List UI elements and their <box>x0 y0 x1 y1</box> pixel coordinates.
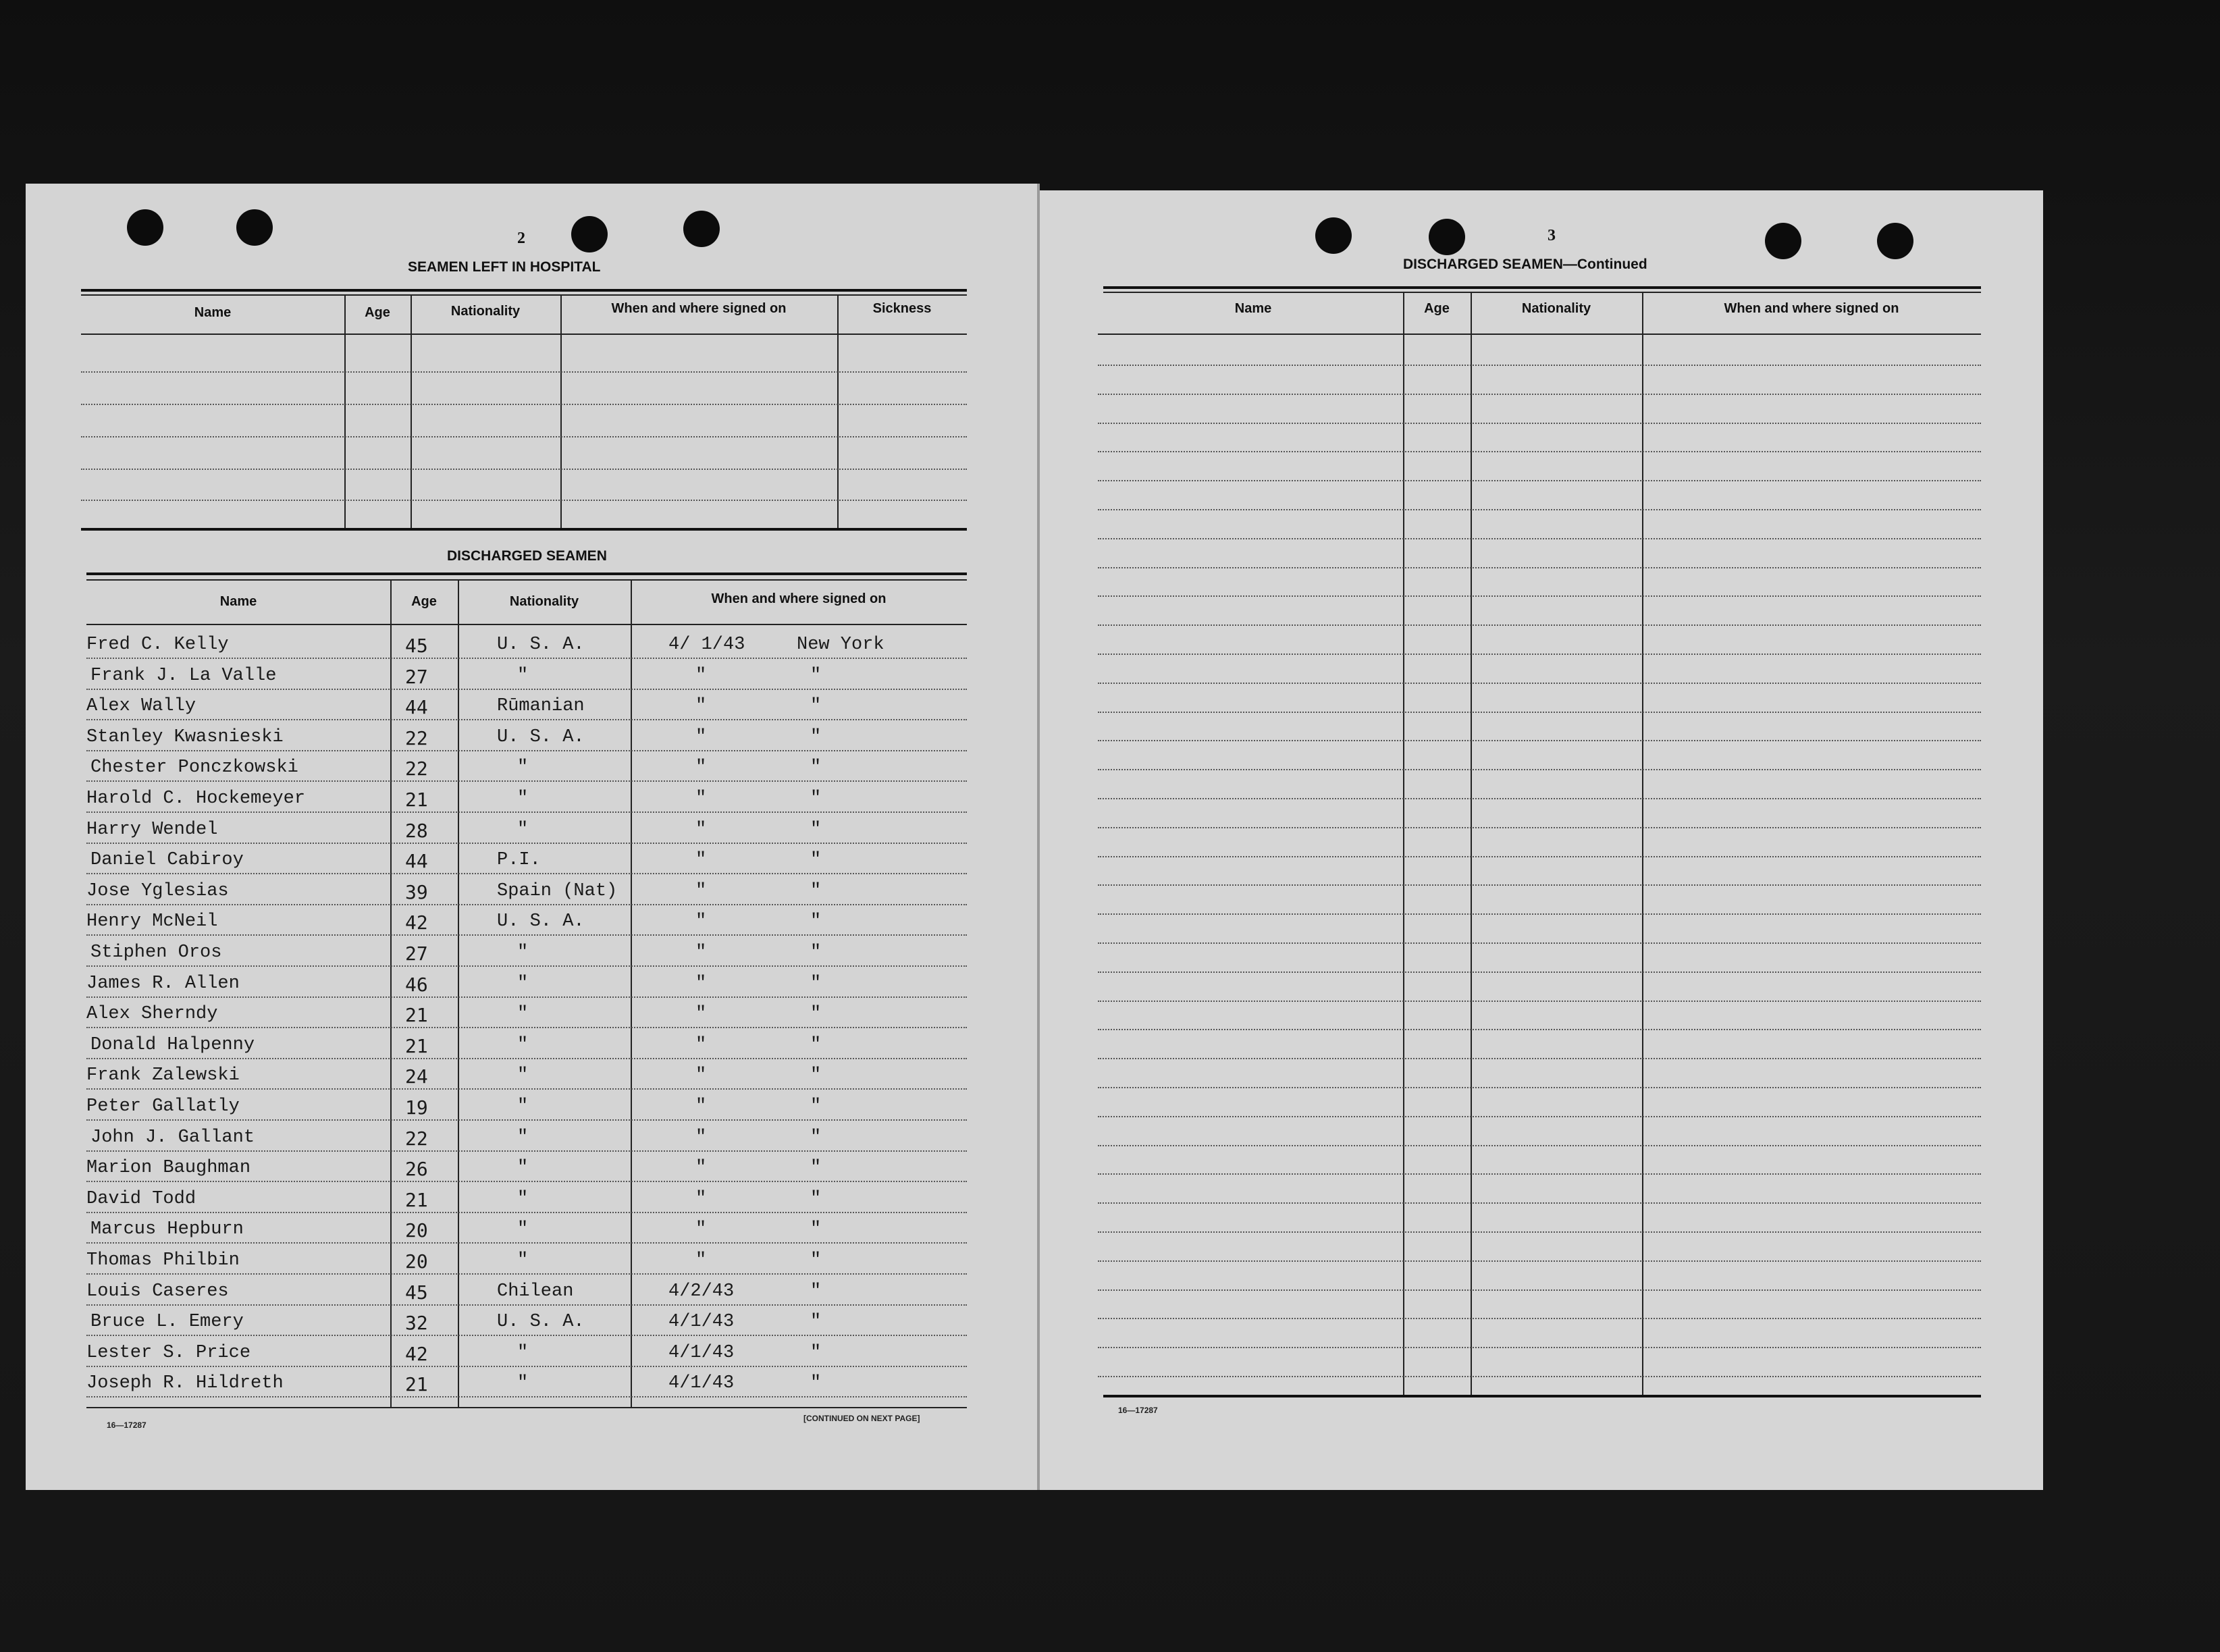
row-line <box>1098 1001 1981 1002</box>
hospital-header-name: Name <box>194 305 232 320</box>
seaman-name: Henry McNeil <box>86 911 218 932</box>
seaman-nationality: U. S. A. <box>497 911 585 932</box>
signed-on-place: " <box>810 942 822 963</box>
continued-header-name: Name <box>1234 301 1272 316</box>
row-line <box>86 1396 967 1397</box>
punch-hole <box>1877 223 1913 259</box>
seaman-age: 21 <box>405 789 428 811</box>
signed-on-date: " <box>695 1250 707 1271</box>
signed-on-place: " <box>810 820 822 840</box>
table-rule <box>81 528 967 531</box>
row-line <box>86 996 967 998</box>
seaman-age: 27 <box>405 942 428 965</box>
signed-on-date: " <box>695 1065 707 1086</box>
hospital-header-signed-on: When and where signed on <box>611 301 787 316</box>
row-line <box>1098 1029 1981 1030</box>
seaman-nationality: " <box>517 1065 529 1086</box>
row-line <box>86 1058 967 1059</box>
row-line <box>81 371 967 373</box>
column-divider <box>390 579 392 1408</box>
row-line <box>86 1027 967 1028</box>
row-line <box>1098 394 1981 395</box>
signed-on-place: " <box>810 727 822 747</box>
seaman-age: 21 <box>405 1189 428 1211</box>
seaman-age: 39 <box>405 881 428 903</box>
row-line <box>86 750 967 751</box>
punch-hole <box>571 216 608 252</box>
seaman-age: 44 <box>405 850 428 872</box>
signed-on-place: " <box>810 1035 822 1055</box>
row-line <box>1098 595 1981 597</box>
row-line <box>1098 538 1981 539</box>
row-line <box>86 965 967 967</box>
seaman-name: Stiphen Oros <box>90 942 222 963</box>
seaman-name: James R. Allen <box>86 974 240 994</box>
seaman-name: Fred C. Kelly <box>86 635 229 655</box>
row-line <box>1098 1347 1981 1348</box>
form-number: 16—17287 <box>1118 1406 1158 1415</box>
punch-hole <box>683 211 720 247</box>
seaman-name: Joseph R. Hildreth <box>86 1373 284 1393</box>
signed-on-place: " <box>810 696 822 716</box>
signed-on-place: " <box>810 1096 822 1117</box>
row-line <box>1098 509 1981 510</box>
seaman-nationality: " <box>517 1158 529 1178</box>
signed-on-date: " <box>695 1004 707 1024</box>
signed-on-date: " <box>695 881 707 901</box>
seaman-age: 32 <box>405 1312 428 1334</box>
table-rule <box>1103 1395 1981 1397</box>
row-line <box>1098 683 1981 684</box>
seaman-name: John J. Gallant <box>90 1127 255 1148</box>
seaman-name: Jose Yglesias <box>86 881 229 901</box>
row-line <box>86 904 967 905</box>
discharged-section-title: DISCHARGED SEAMEN <box>447 548 607 564</box>
signed-on-date: " <box>695 850 707 870</box>
signed-on-place: " <box>810 1250 822 1271</box>
seaman-name: Frank Zalewski <box>86 1065 240 1086</box>
row-line <box>86 1335 967 1336</box>
row-line <box>81 404 967 405</box>
row-line <box>86 780 967 782</box>
signed-on-date: " <box>695 1158 707 1178</box>
seaman-age: 24 <box>405 1065 428 1088</box>
seaman-age: 21 <box>405 1035 428 1057</box>
row-line <box>1098 451 1981 452</box>
table-rule <box>86 572 967 575</box>
seaman-age: 22 <box>405 757 428 780</box>
seaman-nationality: " <box>517 789 529 809</box>
row-line <box>86 811 967 813</box>
seaman-nationality: " <box>517 1004 529 1024</box>
column-divider <box>560 294 562 528</box>
signed-on-date: 4/2/43 <box>668 1281 735 1302</box>
signed-on-place: " <box>810 850 822 870</box>
row-line <box>1098 423 1981 424</box>
discharged-header-nationality: Nationality <box>509 594 579 609</box>
row-line <box>1098 1318 1981 1319</box>
row-line <box>86 1366 967 1367</box>
row-line <box>86 689 967 690</box>
signed-on-date: " <box>695 974 707 994</box>
signed-on-date: " <box>695 1127 707 1148</box>
signed-on-date: " <box>695 1189 707 1209</box>
signed-on-place: " <box>810 974 822 994</box>
signed-on-date: " <box>695 911 707 932</box>
table-rule <box>81 294 967 296</box>
seaman-nationality: " <box>517 1127 529 1148</box>
table-rule <box>86 1407 967 1408</box>
signed-on-date: " <box>695 820 707 840</box>
punch-hole <box>1765 223 1801 259</box>
seaman-nationality: " <box>517 1373 529 1393</box>
row-line <box>1098 480 1981 481</box>
row-line <box>1098 654 1981 655</box>
seaman-age: 45 <box>405 1281 428 1304</box>
seaman-nationality: " <box>517 942 529 963</box>
row-line <box>86 658 967 659</box>
column-divider <box>1471 292 1472 1396</box>
signed-on-date: " <box>695 1219 707 1240</box>
row-line <box>1098 856 1981 857</box>
seaman-nationality: " <box>517 666 529 686</box>
seaman-name: Bruce L. Emery <box>90 1312 244 1332</box>
row-line <box>1098 1202 1981 1204</box>
seaman-name: Daniel Cabiroy <box>90 850 244 870</box>
signed-on-date: " <box>695 1035 707 1055</box>
row-line <box>1098 712 1981 713</box>
hospital-section-title: SEAMEN LEFT IN HOSPITAL <box>408 259 601 275</box>
hospital-header-sickness: Sickness <box>872 301 932 316</box>
row-line <box>86 873 967 874</box>
row-line <box>1098 798 1981 799</box>
seaman-nationality: " <box>517 1096 529 1117</box>
row-line <box>86 1304 967 1306</box>
continued-header-nationality: Nationality <box>1521 301 1591 316</box>
row-line <box>86 843 967 844</box>
signed-on-date: " <box>695 1096 707 1117</box>
seaman-age: 28 <box>405 820 428 842</box>
table-rule <box>1098 334 1981 335</box>
signed-on-date: 4/1/43 <box>668 1343 735 1363</box>
signed-on-place: " <box>810 911 822 932</box>
column-divider <box>837 294 839 528</box>
row-line <box>1098 624 1981 626</box>
row-line <box>86 1150 967 1152</box>
row-line <box>1098 884 1981 886</box>
row-line <box>1098 769 1981 770</box>
signed-on-place: " <box>810 881 822 901</box>
column-divider <box>411 294 412 528</box>
row-line <box>1098 1260 1981 1262</box>
punch-hole <box>127 209 163 246</box>
seaman-age: 19 <box>405 1096 428 1119</box>
seaman-name: Lester S. Price <box>86 1343 251 1363</box>
seaman-nationality: Chilean <box>497 1281 574 1302</box>
discharged-header-age: Age <box>411 594 437 609</box>
discharged-header-name: Name <box>219 594 257 609</box>
right-page <box>1038 190 2043 1490</box>
seaman-name: Harold C. Hockemeyer <box>86 789 306 809</box>
seaman-nationality: P.I. <box>497 850 541 870</box>
signed-on-date: " <box>695 666 707 686</box>
table-rule <box>86 624 967 625</box>
signed-on-place: " <box>810 789 822 809</box>
signed-on-date: " <box>695 942 707 963</box>
column-divider <box>1642 292 1643 1396</box>
row-line <box>1098 1376 1981 1377</box>
row-line <box>86 719 967 720</box>
table-rule <box>81 334 967 335</box>
signed-on-place: " <box>810 757 822 778</box>
signed-on-place: " <box>810 1312 822 1332</box>
seaman-age: 46 <box>405 974 428 996</box>
table-rule <box>1103 286 1981 289</box>
seaman-nationality: " <box>517 1250 529 1271</box>
signed-on-date: " <box>695 757 707 778</box>
seaman-name: Stanley Kwasnieski <box>86 727 284 747</box>
seaman-age: 22 <box>405 727 428 749</box>
row-line <box>1098 740 1981 741</box>
seaman-nationality: " <box>517 1343 529 1363</box>
seaman-nationality: Spain (Nat) <box>497 881 618 901</box>
seaman-nationality: " <box>517 820 529 840</box>
seaman-nationality: " <box>517 1035 529 1055</box>
row-line <box>81 469 967 470</box>
signed-on-date: 4/1/43 <box>668 1373 735 1393</box>
continued-header-age: Age <box>1424 301 1450 316</box>
seaman-age: 27 <box>405 666 428 688</box>
row-line <box>86 1212 967 1213</box>
seaman-nationality: " <box>517 757 529 778</box>
seaman-name: Marcus Hepburn <box>90 1219 244 1240</box>
row-line <box>1098 1116 1981 1117</box>
seaman-age: 45 <box>405 635 428 657</box>
row-line <box>1098 1145 1981 1146</box>
signed-on-place: " <box>810 666 822 686</box>
column-divider <box>631 579 632 1408</box>
seaman-name: Thomas Philbin <box>86 1250 240 1271</box>
table-rule <box>81 289 967 292</box>
seaman-age: 21 <box>405 1004 428 1026</box>
seaman-nationality: " <box>517 974 529 994</box>
seaman-name: Frank J. La Valle <box>90 666 277 686</box>
signed-on-date: 4/ 1/43 <box>668 635 745 655</box>
signed-on-place: " <box>810 1281 822 1302</box>
seaman-name: David Todd <box>86 1189 196 1209</box>
seaman-nationality: U. S. A. <box>497 635 585 655</box>
punch-hole <box>1315 217 1352 254</box>
row-line <box>86 1273 967 1275</box>
seaman-name: Peter Gallatly <box>86 1096 240 1117</box>
page-number: 3 <box>1548 227 1556 244</box>
row-line <box>1098 942 1981 944</box>
table-rule <box>86 579 967 581</box>
punch-hole <box>1429 219 1465 255</box>
seaman-name: Harry Wendel <box>86 820 218 840</box>
row-line <box>1098 1058 1981 1059</box>
row-line <box>81 436 967 437</box>
row-line <box>86 1088 967 1090</box>
seaman-name: Louis Caseres <box>86 1281 229 1302</box>
seaman-name: Alex Sherndy <box>86 1004 218 1024</box>
row-line <box>86 1242 967 1244</box>
continued-section-title: DISCHARGED SEAMEN—Continued <box>1403 257 1647 272</box>
seaman-name: Donald Halpenny <box>90 1035 255 1055</box>
hospital-header-nationality: Nationality <box>450 304 521 319</box>
row-line <box>1098 1289 1981 1291</box>
discharged-header-signed-on: When and where signed on <box>711 591 887 606</box>
row-line <box>1098 913 1981 915</box>
row-line <box>86 934 967 936</box>
row-line <box>1098 365 1981 366</box>
row-line <box>1098 971 1981 973</box>
row-line <box>81 500 967 501</box>
row-line <box>1098 827 1981 828</box>
column-divider <box>458 579 459 1408</box>
signed-on-date: 4/1/43 <box>668 1312 735 1332</box>
seaman-nationality: Rūmanian <box>497 696 585 716</box>
hospital-header-age: Age <box>365 305 390 320</box>
column-divider <box>1403 292 1404 1396</box>
page-fold <box>1037 184 1040 1490</box>
seaman-nationality: " <box>517 1219 529 1240</box>
row-line <box>86 1181 967 1182</box>
form-number: 16—17287 <box>107 1420 147 1430</box>
table-rule <box>1103 292 1981 293</box>
continued-note: [CONTINUED ON NEXT PAGE] <box>803 1414 920 1423</box>
signed-on-date: " <box>695 789 707 809</box>
seaman-age: 21 <box>405 1373 428 1395</box>
seaman-name: Alex Wally <box>86 696 196 716</box>
seaman-nationality: U. S. A. <box>497 1312 585 1332</box>
seaman-age: 20 <box>405 1250 428 1273</box>
signed-on-place: " <box>810 1127 822 1148</box>
seaman-age: 44 <box>405 696 428 718</box>
page-number: 2 <box>517 230 525 247</box>
signed-on-place: " <box>810 1373 822 1393</box>
seaman-age: 26 <box>405 1158 428 1180</box>
signed-on-place: " <box>810 1004 822 1024</box>
signed-on-place: " <box>810 1065 822 1086</box>
seaman-nationality: " <box>517 1189 529 1209</box>
punch-hole <box>236 209 273 246</box>
row-line <box>1098 567 1981 568</box>
signed-on-place: " <box>810 1343 822 1363</box>
signed-on-place: " <box>810 1189 822 1209</box>
column-divider <box>344 294 346 528</box>
seaman-age: 20 <box>405 1219 428 1242</box>
seaman-name: Marion Baughman <box>86 1158 251 1178</box>
seaman-age: 42 <box>405 1343 428 1365</box>
signed-on-date: " <box>695 727 707 747</box>
continued-header-signed-on: When and where signed on <box>1724 301 1899 316</box>
seaman-age: 22 <box>405 1127 428 1150</box>
row-line <box>86 1119 967 1121</box>
signed-on-place: " <box>810 1158 822 1178</box>
seaman-nationality: U. S. A. <box>497 727 585 747</box>
signed-on-place: " <box>810 1219 822 1240</box>
row-line <box>1098 1087 1981 1088</box>
seaman-age: 42 <box>405 911 428 934</box>
signed-on-date: " <box>695 696 707 716</box>
row-line <box>1098 1173 1981 1175</box>
signed-on-place: New York <box>797 635 884 655</box>
seaman-name: Chester Ponczkowski <box>90 757 298 778</box>
row-line <box>1098 1231 1981 1233</box>
